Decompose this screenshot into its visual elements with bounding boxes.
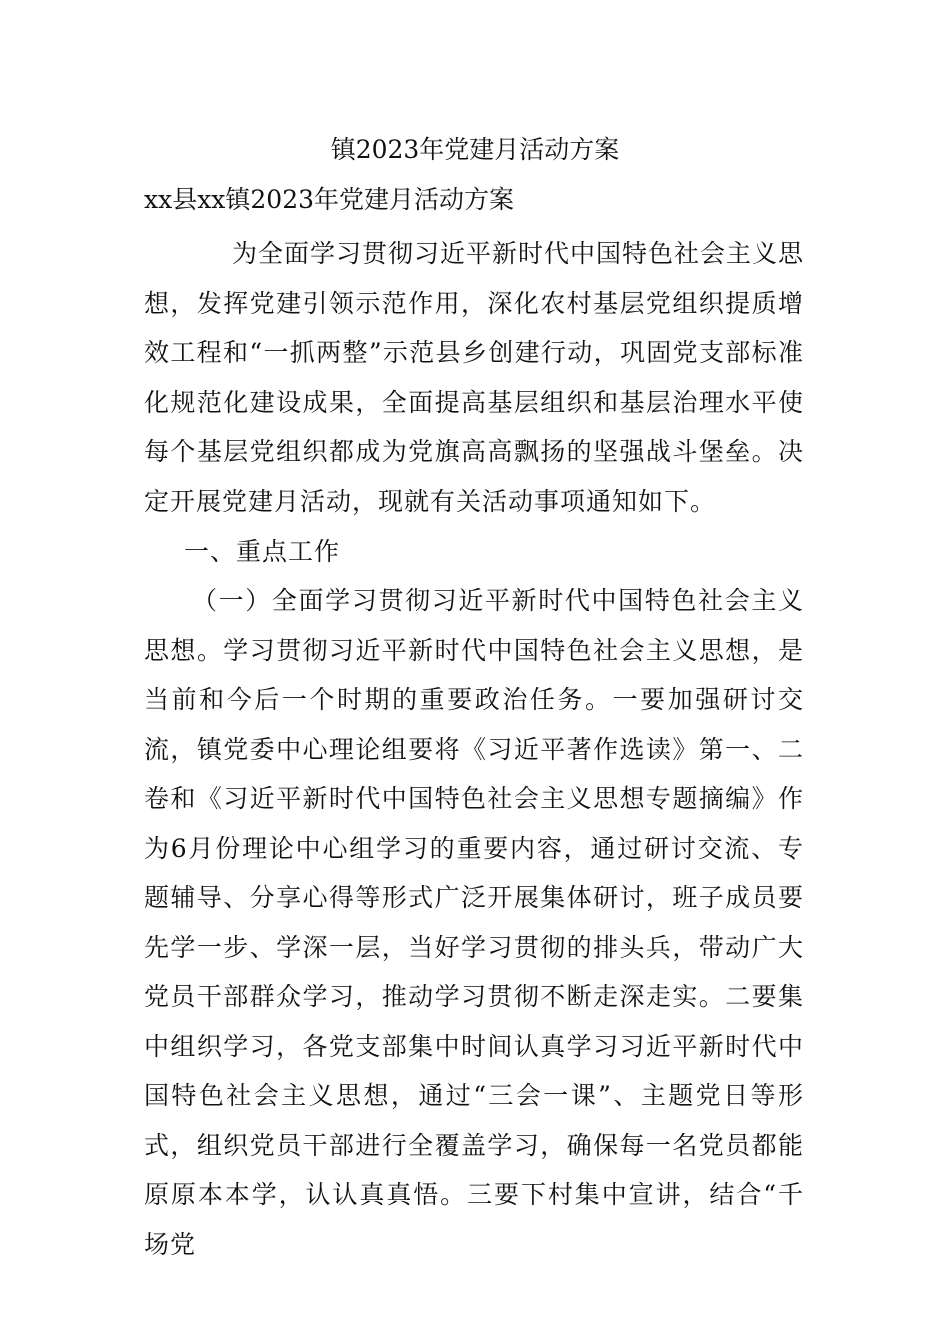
item-one-paragraph: （一）全面学习贯彻习近平新时代中国特色社会主义思想。学习贯彻习近平新时代中国特色社会主义思想，是当前和今后一个时期的重要政治任务。一要加强研讨交流，镇党委中心理论组要将《习近平著作选读》第一、二卷和《习近平新时代中国特色社会主义思想专题摘编》作为6月份理论中心组学习的重要内容，通过研讨交流、专题辅导、分享心得等形式广泛开展集体研讨，班子成员要先学一步、学深一层，当好学习贯彻的排头兵，带动广大党员干部群众学习，推动学习贯彻不断走深走实。二要集中组织学习，各党支部集中时间认真学习习近平新时代中国特色社会主义思想，通过“三会一课”、主题党日等形式，组织党员干部进行全覆盖学习，确保每一名党员都能原原本本学，认认真真悟。三要下村集中宣讲，结合“千场党 — [144, 586, 804, 1259]
section-heading: 一、重点工作 — [184, 537, 341, 566]
intro-paragraph: 为全面学习贯彻习近平新时代中国特色社会主义思想，发挥党建引领示范作用，深化农村基层党组织提质增效工程和“一抓两整”示范县乡创建行动，巩固党支部标准化规范化建设成果，全面提高基层组织和基层治理水平使每个基层党组织都成为党旗高高飘扬的坚强战斗堡垒。决定开展党建月活动，现就有关活动事项通知如下。 — [144, 239, 805, 516]
document-title: 镇2023年党建月活动方案 — [330, 135, 620, 164]
document-subtitle: xx县xx镇2023年党建月活动方案 — [144, 185, 515, 214]
